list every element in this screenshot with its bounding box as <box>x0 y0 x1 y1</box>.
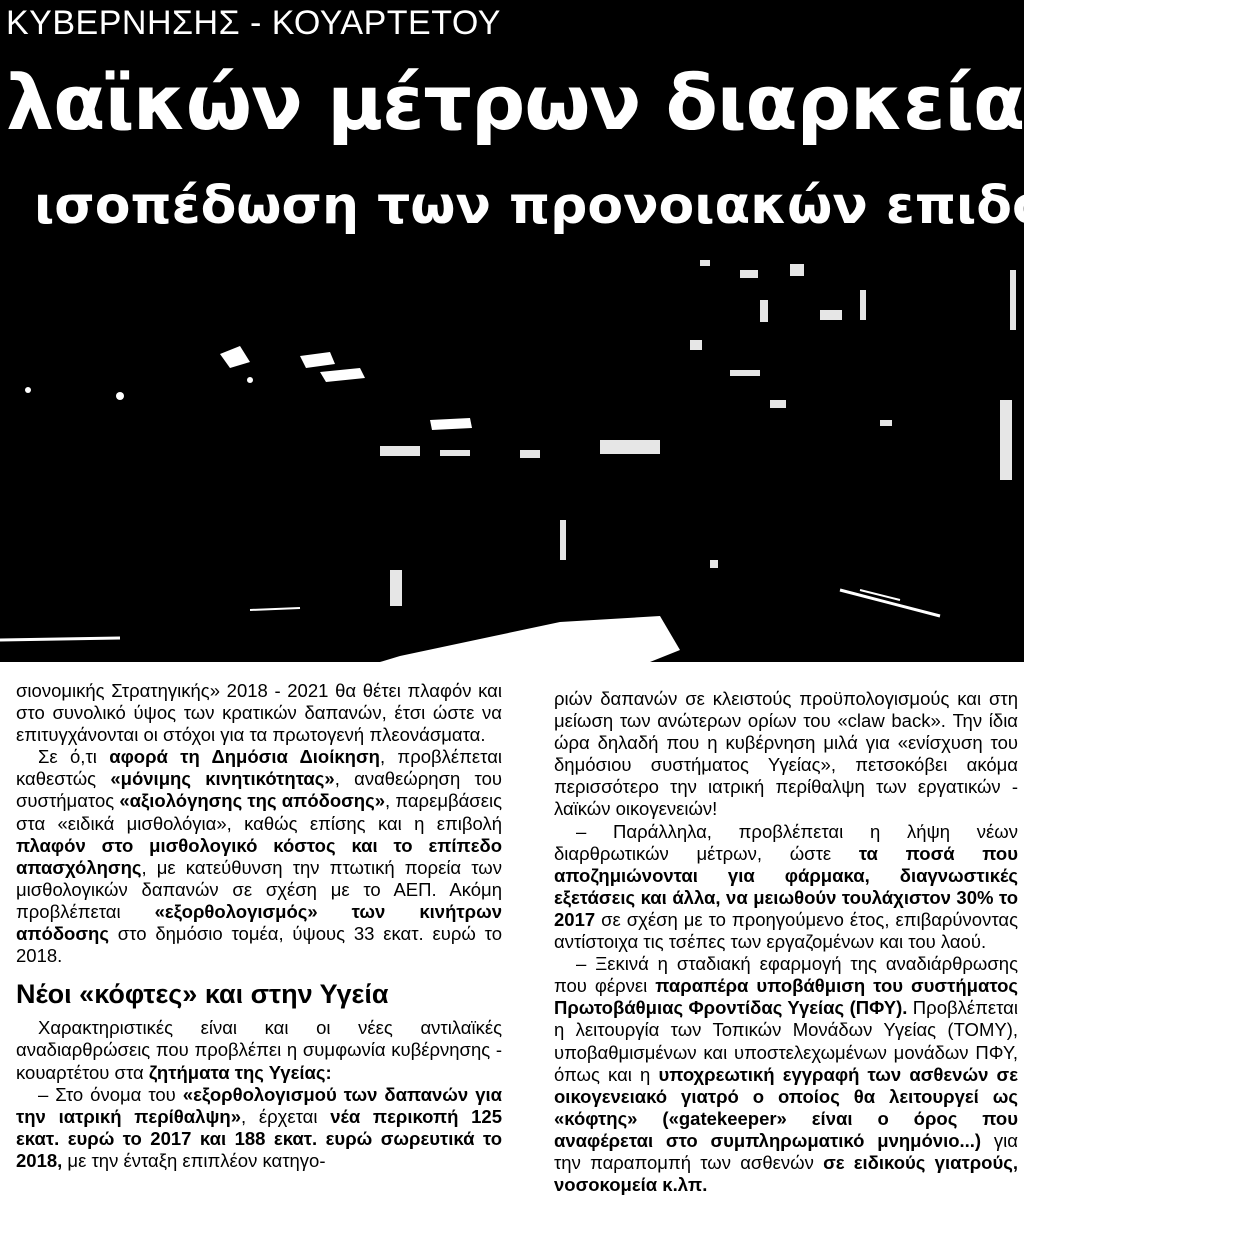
paragraph: – Ξεκινά η σταδιακή εφαρμογή της αναδιάρθρωσης που φέρνει παραπέρα υποβάθμιση του συστήματος Πρωτοβάθμιας Φροντίδας Υγείας (ΠΦΥ). Προβλέπεται η λειτουργία των Τοπικών Μονάδων Υγείας (ΤΟΜΥ), υποβαθμισμένων και υποστελεχωμένων μονάδων ΠΦΥ, όπως και η υποχρεωτική εγγραφή των ασθενών σε οικογενειακό γιατρό ο οποίος θα λειτουργεί ως «κόφτης» («gatekeeper» είναι ο όρος που αναφέρεται στο συμπληρωματικό μνημόνιο...) για την παραπομπή των ασθενών σε ειδικούς γιατρούς, νοσοκομεία κ.λπ. <box>554 953 1018 1196</box>
article-subheadline: ισοπέδωση των προνοιακών επιδομάτων <box>34 176 1235 236</box>
article-headline: λαϊκών μέτρων διαρκείας <box>6 58 1069 147</box>
paragraph: ριών δαπανών σε κλειστούς προϋπολογισμούς και στη μείωση των ανώτερων ορίων του «claw back». Την ίδια ώρα δηλαδή που η κυβέρνηση μιλά για «ενίσχυση του δημόσιου συστήματος Υγείας», πετσοκόβει ακόμα περισσότερο την ιατρική περίθαλψη των εργατικών - λαϊκών οικογενειών! <box>554 688 1018 820</box>
article-left-column <box>16 680 502 1172</box>
paragraph: Χαρακτηριστικές είναι και οι νέες αντιλαϊκές αναδιαρθρώσεις που προβλέπει η συμφωνία κυβέρνησης - κουαρτέτου στα ζητήματα της Υγείας: <box>16 1017 502 1083</box>
article-right-column <box>554 688 1018 1196</box>
article-photo <box>0 250 1024 662</box>
paragraph: σιονομικής Στρατηγικής» 2018 - 2021 θα θέτει πλαφόν και στο συνολικό ύψος των κρατικών δαπανών, έτσι ώστε να επιτυγχάνονται οι στόχοι για τα πρωτογενή πλεονάσματα. <box>16 680 502 746</box>
paragraph: Σε ό,τι αφορά τη Δημόσια Διοίκηση, προβλέπεται καθεστώς «μόνιμης κινητικότητας», αναθεώρηση του συστήματος «αξιολόγησης της απόδοσης», παρεμβάσεις στα «ειδικά μισθολόγια», καθώς επίσης και η επιβολή πλαφόν στο μισθολογικό κόστος και το επίπεδο απασχόλησης, με κατεύθυνση την πτωτική πορεία των μισθολογικών δαπανών σε σχέση με το ΑΕΠ. Ακόμη προβλέπεται «εξορθολογισμός» των κινήτρων απόδοσης στο δημόσιο τομέα, ύψους 33 εκατ. ευρώ το 2018. <box>16 746 503 967</box>
article-kicker: ΚΥΒΕΡΝΗΣΗΣ - ΚΟΥΑΡΤΕΤΟΥ <box>6 4 501 42</box>
section-heading: Νέοι «κόφτες» και στην Υγεία <box>16 979 389 1010</box>
paragraph: – Παράλληλα, προβλέπεται η λήψη νέων διαρθρωτικών μέτρων, ώστε τα ποσά που αποζημιώνονται για φάρμακα, διαγνωστικές εξετάσεις και άλλα, να μειωθούν τουλάχιστον 30% το 2017 σε σχέση με το προηγούμενο έτος, επιβαρύνοντας αντίστοιχα τις τσέπες των εργαζομένων και του λαού. <box>554 820 1018 953</box>
paragraph: – Στο όνομα του «εξορθολογισμού των δαπανών για την ιατρική περίθαλψη», έρχεται νέα περικοπή 125 εκατ. ευρώ το 2017 και 188 εκατ. ευρώ σωρευτικά το 2018, με την ένταξη επιπλέον κατηγο- <box>16 1083 503 1171</box>
